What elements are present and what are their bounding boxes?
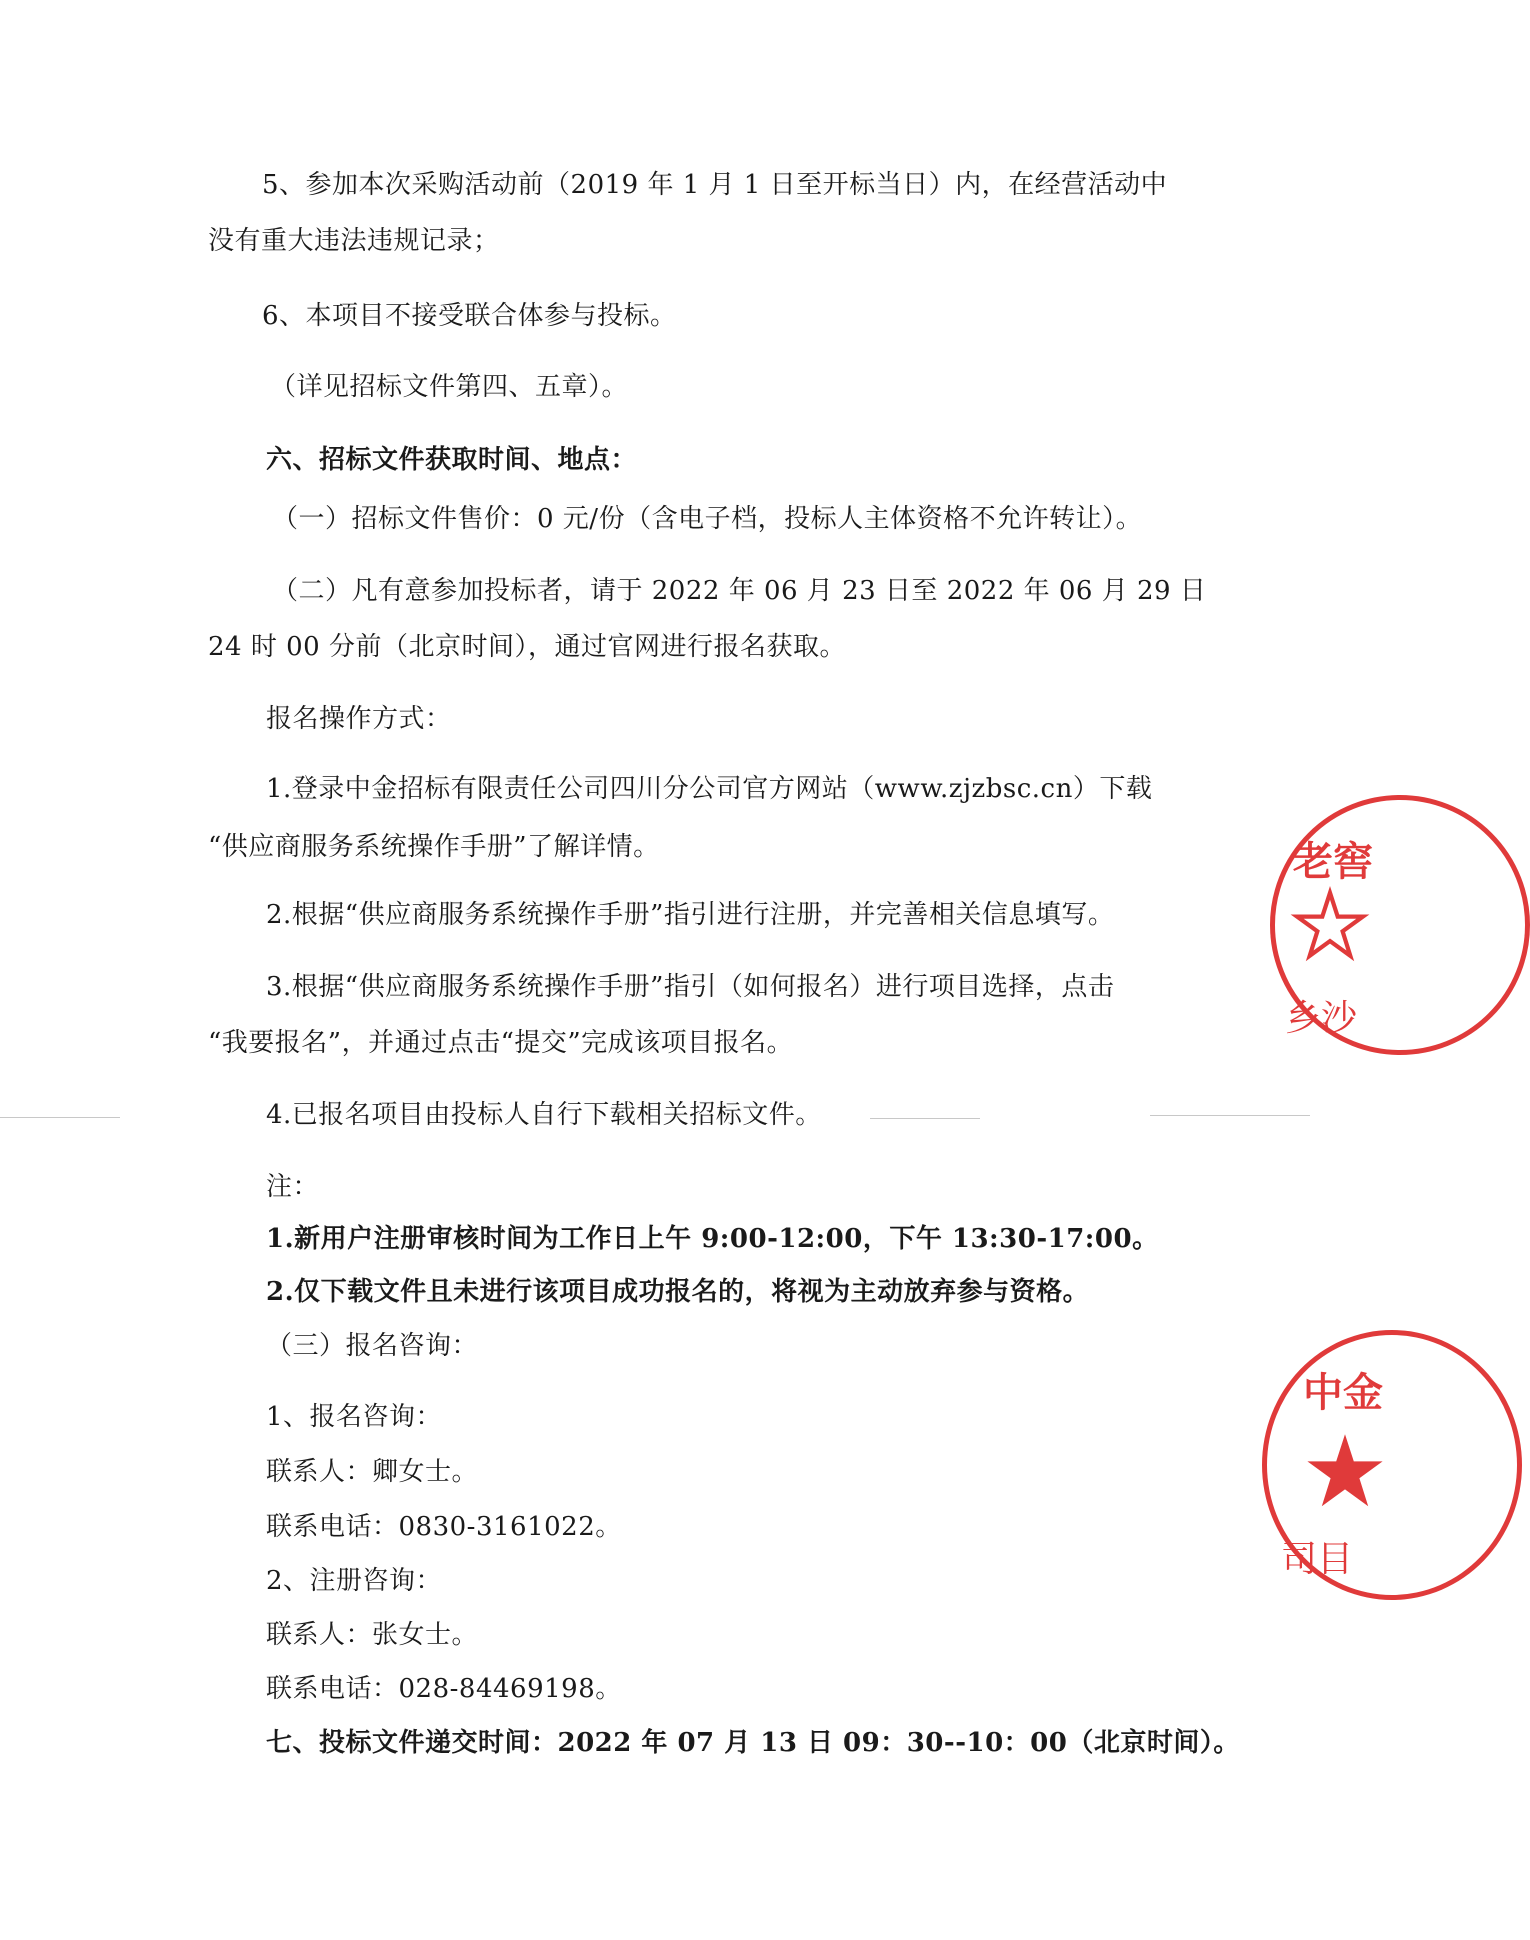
text-line: 1.登录中金招标有限责任公司四川分公司官方网站（www.zjzbsc.cn）下载 bbox=[266, 774, 1153, 804]
seal-text: 乡沙 bbox=[1285, 998, 1358, 1039]
text-line: 报名操作方式： bbox=[266, 704, 452, 734]
section-heading: 六、招标文件获取时间、地点： bbox=[266, 445, 638, 475]
text-line: （详见招标文件第四、五章）。 bbox=[270, 372, 629, 402]
star-icon bbox=[1295, 890, 1365, 960]
note-line: 1.新用户注册审核时间为工作日上午 9:00-12:00，下午 13:30-17:00。 bbox=[266, 1224, 1159, 1254]
seal-text: 中金 bbox=[1303, 1369, 1383, 1416]
scan-artifact bbox=[1150, 1115, 1310, 1116]
scan-artifact bbox=[0, 1117, 120, 1118]
section-heading: 七、投标文件递交时间：2022 年 07 月 13 日 09：30--10：00（北京时间）。 bbox=[266, 1728, 1240, 1758]
scan-artifact bbox=[870, 1118, 980, 1119]
seal-text: 老窖 bbox=[1293, 838, 1373, 885]
text-line: 24 时 00 分前（北京时间），通过官网进行报名获取。 bbox=[208, 632, 846, 662]
text-line: 2.根据“供应商服务系统操作手册”指引进行注册，并完善相关信息填写。 bbox=[266, 900, 1115, 930]
official-seal-top bbox=[1270, 795, 1530, 1055]
text-line: 联系电话：0830-3161022。 bbox=[266, 1512, 622, 1542]
text-line: 注： bbox=[266, 1172, 320, 1202]
text-line: （三）报名咨询： bbox=[266, 1331, 479, 1361]
text-line: “供应商服务系统操作手册”了解详情。 bbox=[208, 832, 660, 862]
text-line: “我要报名”，并通过点击“提交”完成该项目报名。 bbox=[208, 1028, 794, 1058]
seal-text: 司目 bbox=[1281, 1539, 1354, 1580]
text-line: 3.根据“供应商服务系统操作手册”指引（如何报名）进行项目选择，点击 bbox=[266, 972, 1115, 1002]
text-line: 1、报名咨询： bbox=[266, 1402, 443, 1432]
text-line: （二）凡有意参加投标者，请于 2022 年 06 月 23 日至 2022 年 06 月 29 日 bbox=[272, 576, 1207, 606]
text-line: 没有重大违法违规记录； bbox=[208, 226, 500, 256]
text-line: 联系电话：028-84469198。 bbox=[266, 1674, 622, 1704]
official-seal-bottom bbox=[1262, 1330, 1522, 1600]
text-line: 6、本项目不接受联合体参与投标。 bbox=[262, 301, 677, 331]
text-line: 4.已报名项目由投标人自行下载相关招标文件。 bbox=[266, 1100, 822, 1130]
text-line: 2、注册咨询： bbox=[266, 1566, 443, 1596]
text-line: 5、参加本次采购活动前（2019 年 1 月 1 日至开标当日）内，在经营活动中 bbox=[262, 170, 1168, 200]
star-icon bbox=[1305, 1431, 1385, 1511]
text-line: （一）招标文件售价：0 元/份（含电子档，投标人主体资格不允许转让）。 bbox=[272, 504, 1143, 534]
text-line: 联系人：卿女士。 bbox=[266, 1457, 479, 1487]
note-line: 2.仅下载文件且未进行该项目成功报名的，将视为主动放弃参与资格。 bbox=[266, 1277, 1090, 1307]
text-line: 联系人：张女士。 bbox=[266, 1620, 479, 1650]
